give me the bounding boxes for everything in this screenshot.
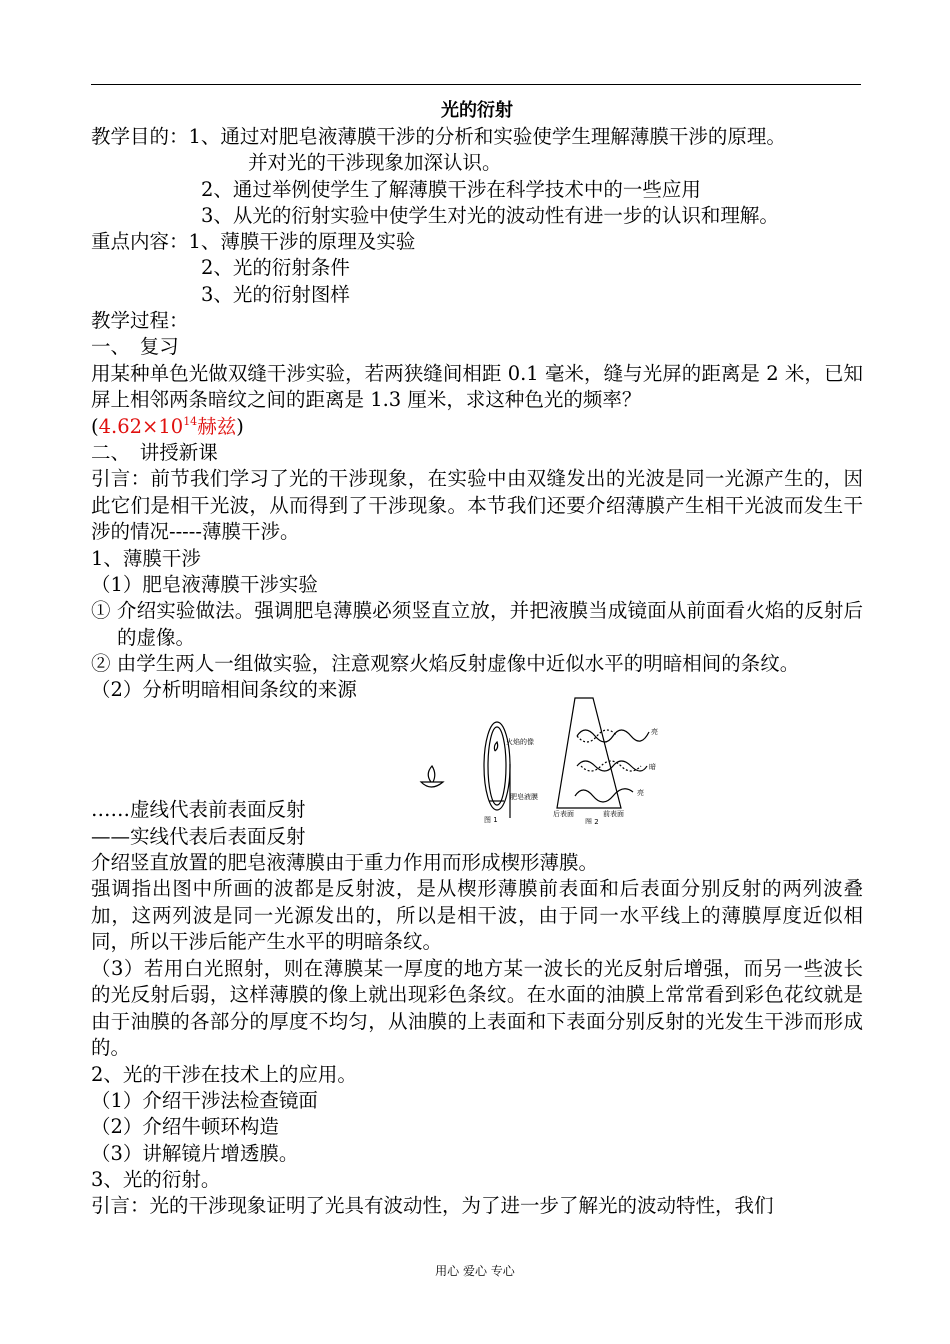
para-wedge: 介绍竖直放置的肥皂液薄膜由于重力作用而形成楔形薄膜。 (91, 850, 599, 874)
label-bright: 亮 (651, 727, 658, 736)
legend-dashed: ……虚线代表前表面反射 (91, 797, 306, 821)
page-footer: 用心 爱心 专心 (435, 1264, 515, 1278)
flame-image-icon (494, 742, 497, 751)
figure-2 (557, 698, 649, 808)
header-rule (91, 84, 861, 85)
label-soap-film: 肥皂液膜 (510, 792, 538, 801)
page-title: 光的衍射 (441, 100, 513, 121)
process-label: 教学过程： (91, 309, 189, 333)
legend-solid: ——实线代表后表面反射 (91, 824, 306, 848)
review-answer: ($4.62\times 10^{14}$赫兹) (91, 414, 244, 438)
wave-bright-top (577, 730, 649, 742)
figure-block (91, 704, 863, 824)
sub3-intro: 引言：光的干涉现象证明了光具有波动性，为了进一步了解光的波动特性，我们 (91, 1194, 774, 1218)
objective-1a: 1、通过对肥皂液薄膜干涉的分析和实验使学生理解薄膜干涉的原理。 (188, 125, 786, 148)
wave-bright-bottom (575, 788, 633, 801)
sub1-heading: 1、薄膜干涉 (91, 546, 201, 570)
label-front-surface: 前表面 (603, 809, 624, 818)
review-problem: 用某种单色光做双缝干涉实验，若两狭缝间相距 0.1 毫米，缝与光屏的距离是 2 米，已知屏上相邻两条暗纹之间的距离是 1.3 厘米，求这种色光的频率？ (91, 361, 863, 412)
flame-icon (428, 766, 435, 782)
answer-unit: 赫兹 (197, 414, 237, 438)
wave-dark (577, 761, 647, 771)
sub3-heading: 3、光的衍射。 (91, 1167, 221, 1191)
section2-intro: 引言：前节我们学习了光的干涉现象，在实验中由双缝发出的光波是同一光源产生的，因此它们是相干光波，从而得到了干涉现象。本节我们还要介绍薄膜产生相干光波而发生干涉的情况-----薄膜干涉。 (91, 467, 863, 544)
key-point-2: 2、光的衍射条件 (201, 256, 350, 280)
para-white-light: （3）若用白光照射，则在薄膜某一厚度的地方某一波长的光反射后增强，而另一些波长的光反射后弱，这样薄膜的像上就出现彩色条纹。在水面的油膜上常常看到彩色花纹就是由于油膜的各部分的厚度不均匀，从油膜的上表面和下表面分别反射的光发生干涉而形成的。 (91, 956, 863, 1060)
objective-2: 2、通过举例使学生了解薄膜干涉在科学技术中的一些应用 (201, 177, 701, 201)
document-page (91, 98, 863, 1219)
key-points-line-1 (91, 229, 863, 255)
candle-base-icon (421, 782, 443, 787)
sub2-item-3: （3）讲解镜片增透膜。 (91, 1141, 299, 1165)
sub2-item-1: （1）介绍干涉法检查镜面 (91, 1088, 318, 1112)
step-2: ② 由学生两人一组做实验，注意观察火焰反射虚像中近似水平的明暗相间的条纹。 (91, 651, 800, 675)
key-points-label: 重点内容： (91, 230, 189, 254)
para-reflection: 强调指出图中所画的波都是反射波，是从楔形薄膜前表面和后表面分别反射的两列波叠加，这两列波是同一光源发出的，所以是相干波，由于同一水平线上的薄膜厚度近似相同，所以干涉后能产生水平的明暗条纹。 (91, 877, 863, 954)
label-flame-image: 火焰的像 (506, 737, 534, 746)
figure-1 (421, 722, 510, 818)
figure-legend (91, 797, 306, 823)
key-point-1: 1、薄膜干涉的原理及实验 (188, 230, 416, 254)
label-bright-2: 亮 (637, 788, 644, 797)
section1-heading: 一、 复习 (91, 335, 179, 359)
label-fig2: 图 2 (585, 817, 599, 824)
label-fig1: 图 1 (484, 815, 498, 824)
label-back-surface: 后表面 (553, 809, 574, 818)
sub1-1-heading: （1）肥皂液薄膜干涉实验 (91, 573, 318, 597)
objective-3: 3、从光的衍射实验中使学生对光的波动性有进一步的认识和理解。 (201, 203, 779, 227)
objective-1b: 并对光的干涉现象加深认识。 (248, 151, 502, 175)
answer-value: 4.62×10 (98, 414, 184, 438)
sub1-2-heading: （2）分析明暗相间条纹的来源 (91, 678, 357, 702)
film-ring-inner (488, 727, 506, 805)
thin-film-figure (409, 696, 669, 824)
step-1: ① 介绍实验做法。强调肥皂薄膜必须竖直立放，并把液膜当成镜面从前面看火焰的反射后的虚像。 (91, 599, 863, 649)
label-dark: 暗 (649, 762, 656, 771)
answer-exponent: 14 (183, 414, 198, 428)
objectives-label: 教学目的： (91, 125, 189, 148)
wave-bright-top-dash (577, 730, 617, 742)
sub2-heading: 2、光的干涉在技术上的应用。 (91, 1062, 357, 1086)
section2-heading: 二、 讲授新课 (91, 440, 218, 464)
objectives-line-1 (91, 124, 863, 150)
sub2-item-2: （2）介绍牛顿环构造 (91, 1115, 279, 1139)
key-point-3: 3、光的衍射图样 (201, 282, 350, 306)
